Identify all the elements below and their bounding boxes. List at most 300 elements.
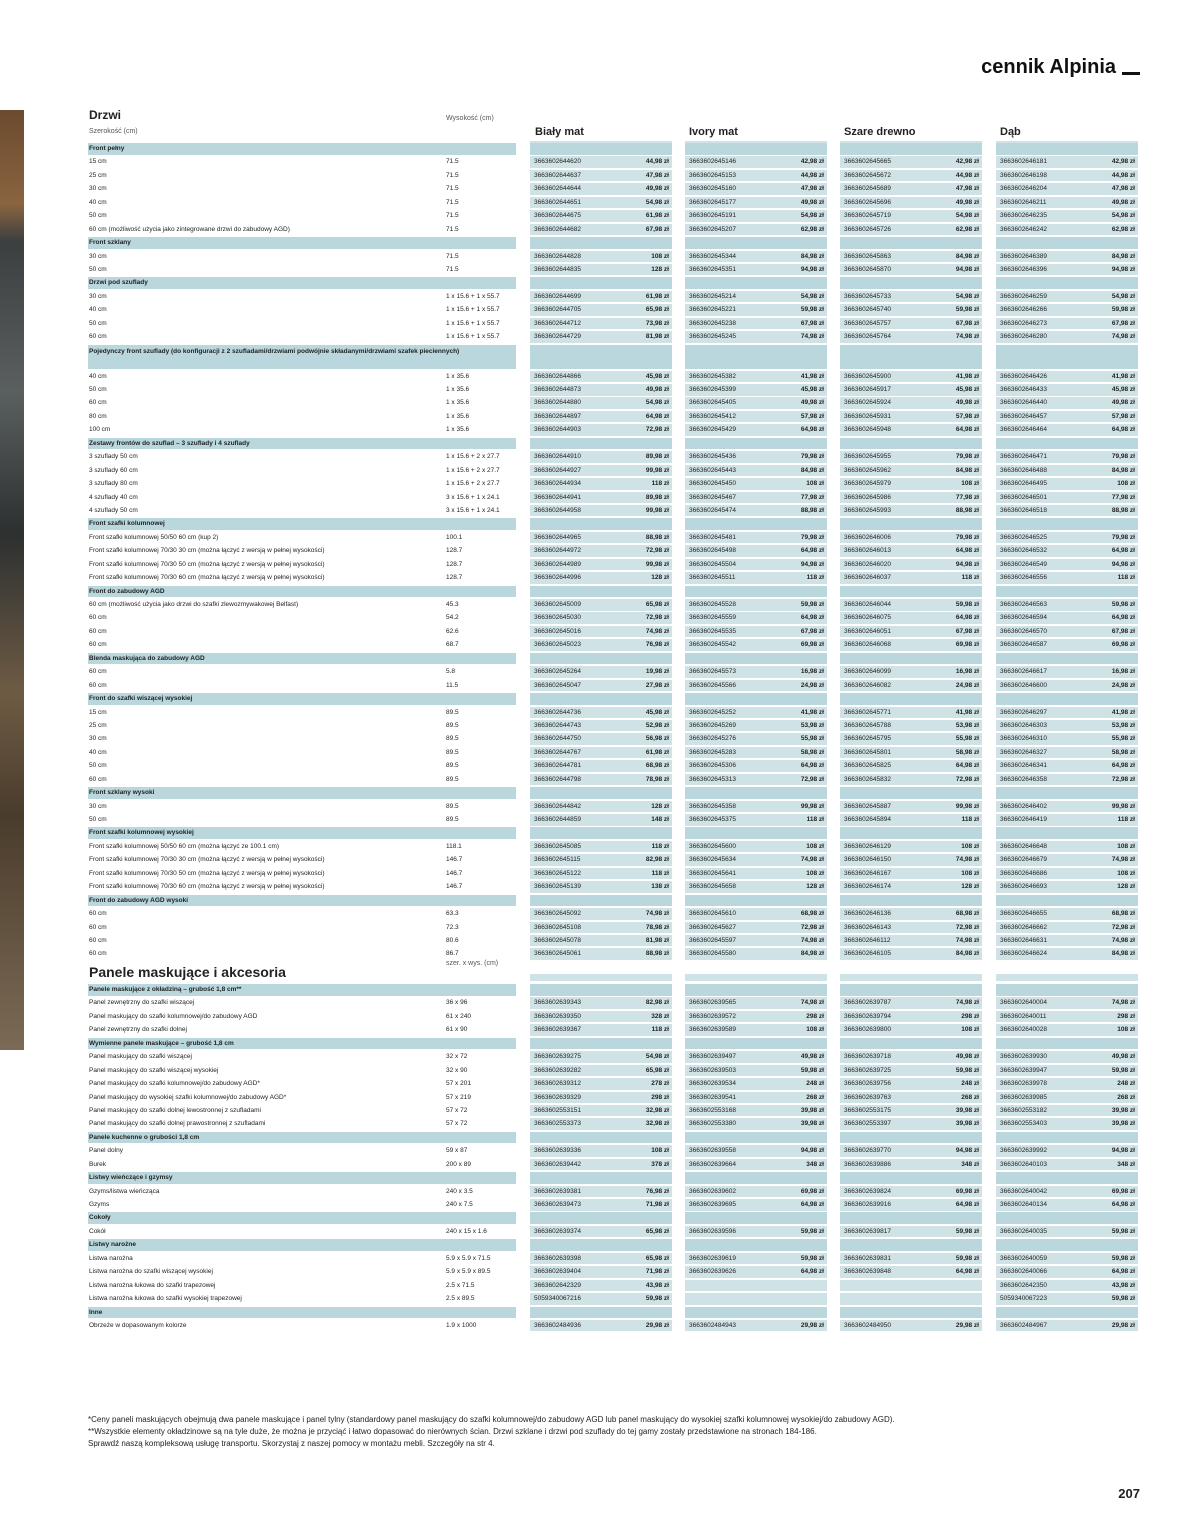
product-code: 3663602646150 (844, 856, 891, 864)
group-shade (840, 237, 982, 249)
group-shade (996, 693, 1138, 705)
product-code: 3663602645658 (689, 883, 736, 891)
price: 108 zł (1117, 869, 1135, 877)
price: 108 zł (806, 480, 824, 488)
price: 41,98 zł (800, 708, 824, 716)
table-row (88, 921, 1138, 934)
product-code: 3663602645900 (844, 372, 891, 380)
price: 94,98 zł (955, 1147, 979, 1155)
product-code: 3663602644910 (534, 453, 581, 461)
item-dimension: 89.5 (446, 721, 459, 729)
group-label: Drzwi pod szuflady (89, 279, 148, 287)
product-code: 3663602645399 (689, 386, 736, 393)
price: 72,98 zł (955, 923, 979, 931)
product-code: 3663602645344 (689, 252, 736, 260)
item-label: 60 cm (89, 923, 107, 931)
product-code: 3663602639589 (689, 1026, 736, 1034)
price: 29,98 zł (800, 1321, 824, 1329)
column-bar (685, 974, 827, 981)
price: 128 zł (1117, 883, 1135, 891)
product-code: 3663602645405 (689, 399, 736, 407)
table-row (88, 1104, 1138, 1117)
product-code: 3663602645689 (844, 185, 891, 193)
item-dimension: 89.5 (446, 748, 459, 756)
price: 59,98 zł (1111, 1227, 1135, 1235)
price: 64,98 zł (1111, 547, 1135, 555)
item-label: Front szafki kolumnowej 70/30 30 cm (można łączyć z wersją w pełnej wysokości) (89, 856, 325, 864)
price: 65,98 zł (645, 601, 669, 608)
product-code: 3663602646549 (1000, 560, 1047, 568)
group-header-row (88, 276, 1138, 289)
group-shade (685, 237, 827, 249)
product-code: 3663602644729 (534, 333, 581, 341)
group-label: Pojedynczy front szuflady (do konfiguracji z 2 szufladami/drzwiami podwójnie składanymi/drzwiami szafek pieciennych) (89, 347, 460, 355)
table-row (88, 947, 1138, 960)
product-code: 3663602646044 (844, 601, 891, 608)
product-code: 3663602646235 (1000, 212, 1047, 220)
table-row (88, 934, 1138, 947)
item-dimension: 45.3 (446, 601, 459, 608)
product-code: 3663602645627 (689, 923, 736, 931)
group-shade (996, 438, 1138, 450)
product-code: 3663602639367 (534, 1026, 581, 1034)
product-code: 3663602645085 (534, 842, 581, 850)
item-label: Panel maskujący do szafki wiszącej (89, 1053, 192, 1061)
item-dimension: 89.5 (446, 816, 459, 823)
price: 41,98 zł (955, 372, 979, 380)
table-row (88, 719, 1138, 732)
item-dimension: 54.2 (446, 614, 459, 622)
product-code: 3663602646679 (1000, 856, 1047, 864)
product-code: 3663602646457 (1000, 412, 1047, 420)
price: 248 zł (806, 1080, 824, 1088)
group-label: Inne (89, 1308, 103, 1316)
price: 41,98 zł (800, 372, 824, 380)
table-row (88, 383, 1138, 396)
price: 59,98 zł (955, 1066, 979, 1074)
price: 79,98 zł (1111, 453, 1135, 461)
product-code: 3663602645474 (689, 506, 736, 514)
item-label: 15 cm (89, 158, 107, 166)
product-code: 3663602553373 (534, 1120, 581, 1128)
price: 99,98 zł (645, 560, 669, 568)
price: 108 zł (651, 252, 669, 260)
table-row (88, 182, 1138, 195)
group-shade (530, 1132, 672, 1144)
item-dimension: 5.9 x 5.9 x 89.5 (446, 1268, 491, 1276)
product-code: 3663602646501 (1000, 493, 1047, 501)
table-row (88, 1185, 1138, 1198)
product-code: 3663602644866 (534, 372, 581, 380)
product-code: 3663602639886 (844, 1160, 891, 1168)
price: 58,98 zł (1111, 748, 1135, 756)
product-code: 3663602645672 (844, 171, 891, 179)
product-code: 3663602645740 (844, 306, 891, 314)
product-code: 3663602646488 (1000, 466, 1047, 474)
price: 94,98 zł (800, 1147, 824, 1155)
product-code: 3663602644880 (534, 399, 581, 407)
product-code: 3663602646204 (1000, 185, 1047, 193)
group-label: Cokoły (89, 1214, 111, 1222)
price: 54,98 zł (1111, 292, 1135, 300)
product-code: 3663602639534 (689, 1080, 736, 1088)
price: 19,98 zł (645, 668, 669, 676)
price: 45,98 zł (1111, 386, 1135, 393)
product-code: 3663602645726 (844, 225, 891, 233)
product-code: 3663602645719 (844, 212, 891, 220)
table-row (88, 1091, 1138, 1104)
product-code: 3663602645788 (844, 721, 891, 729)
price: 64,98 zł (800, 1201, 824, 1208)
product-code: 3663602646266 (1000, 306, 1047, 314)
table-row (88, 531, 1138, 544)
table-row (88, 1158, 1138, 1171)
price: 67,98 zł (800, 627, 824, 635)
price: 53,98 zł (955, 721, 979, 729)
product-code: 3663602640035 (1000, 1227, 1047, 1235)
group-shade (530, 895, 672, 907)
product-code: 3663602645610 (689, 910, 736, 918)
product-code: 3663602644965 (534, 533, 581, 541)
price: 79,98 zł (955, 533, 979, 541)
product-code: 3663602639398 (534, 1254, 581, 1262)
table-row (88, 410, 1138, 423)
product-code: 3663602645832 (844, 775, 891, 783)
price: 84,98 zł (1111, 252, 1135, 260)
table-row (88, 907, 1138, 920)
product-code: 3663602484943 (689, 1321, 736, 1329)
price: 67,98 zł (1111, 319, 1135, 327)
product-code: 3663602639404 (534, 1268, 581, 1276)
item-label: 60 cm (89, 641, 107, 649)
item-dimension: 32 x 72 (446, 1053, 468, 1061)
price: 298 zł (1117, 1012, 1135, 1020)
product-code: 3663602645863 (844, 252, 891, 260)
product-code: 3663602646587 (1000, 641, 1047, 649)
group-header-row (88, 1131, 1138, 1144)
product-code: 3663602645634 (689, 856, 736, 864)
price: 108 zł (806, 869, 824, 877)
price: 61,98 zł (645, 292, 669, 300)
price: 74,98 zł (1111, 333, 1135, 341)
table-row (88, 732, 1138, 745)
item-label: 60 cm (89, 681, 107, 689)
product-code: 3663602639756 (844, 1080, 891, 1088)
item-label: Panel dolny (89, 1147, 123, 1155)
product-code: 3663602644750 (534, 735, 581, 743)
price: 49,98 zł (645, 386, 669, 393)
price: 268 zł (961, 1093, 979, 1101)
item-dimension: 2.5 x 71.5 (446, 1281, 475, 1289)
table-row (88, 1292, 1138, 1305)
product-code: 3663602645115 (534, 856, 581, 864)
table-row (88, 504, 1138, 517)
price: 42,98 zł (800, 158, 824, 166)
item-label: Gzyms/listwa wieńcząca (89, 1187, 160, 1195)
group-shade (685, 827, 827, 839)
price: 248 zł (1117, 1080, 1135, 1088)
price: 59,98 zł (1111, 1254, 1135, 1262)
item-label: Gzyms (89, 1201, 110, 1208)
item-dimension: 71.5 (446, 185, 459, 193)
price: 64,98 zł (800, 762, 824, 770)
product-code: 3663602644835 (534, 265, 581, 273)
item-label: Burek (89, 1160, 106, 1168)
price: 74,98 zł (1111, 936, 1135, 944)
group-shade (840, 586, 982, 598)
item-label: Listwa narożna do szafki wiszącej wysokiej (89, 1268, 213, 1276)
item-dimension: 100.1 (446, 533, 463, 541)
group-label: Front szklany wysoki (89, 789, 155, 797)
price: 108 zł (961, 480, 979, 488)
table-row (88, 250, 1138, 263)
group-shade (996, 895, 1138, 907)
price: 78,98 zł (645, 923, 669, 931)
group-shade (685, 438, 827, 450)
item-dimension: 118.1 (446, 842, 462, 850)
group-label: Front do zabudowy AGD (89, 587, 165, 595)
item-label: Obrzeże w dopasowanym kolorze (89, 1321, 187, 1329)
price: 84,98 zł (955, 252, 979, 260)
price: 84,98 zł (800, 252, 824, 260)
product-code: 3663602645436 (689, 453, 736, 461)
group-shade (996, 1212, 1138, 1224)
item-dimension: 68.7 (446, 641, 459, 649)
table-doors (88, 142, 1138, 961)
price: 39,98 zł (800, 1120, 824, 1128)
item-dimension: 240 x 7.5 (446, 1201, 473, 1208)
price: 108 zł (806, 1026, 824, 1034)
item-dimension: 1 x 35.6 (446, 372, 470, 380)
price: 42,98 zł (955, 158, 979, 166)
price: 268 zł (1117, 1093, 1135, 1101)
product-code: 3663602644941 (534, 493, 581, 501)
price: 64,98 zł (1111, 426, 1135, 434)
price: 67,98 zł (800, 319, 824, 327)
table-row (88, 396, 1138, 409)
product-code: 3663602646402 (1000, 802, 1047, 810)
product-code: 3663602645559 (689, 614, 736, 622)
item-dimension: 89.5 (446, 775, 459, 783)
item-dimension: 240 x 15 x 1.6 (446, 1227, 487, 1235)
price: 94,98 zł (1111, 1147, 1135, 1155)
price: 81,98 zł (645, 333, 669, 341)
product-code: 3663602645264 (534, 668, 581, 676)
price: 128 zł (961, 883, 979, 891)
price: 59,98 zł (800, 1227, 824, 1235)
product-code: 3663602639329 (534, 1093, 581, 1101)
price: 298 zł (806, 1012, 824, 1020)
price: 72,98 zł (1111, 775, 1135, 783)
group-shade (840, 895, 982, 907)
page-number: 207 (1118, 1486, 1140, 1501)
product-code: 3663602645887 (844, 802, 891, 810)
price: 65,98 zł (645, 1227, 669, 1235)
item-dimension: 128.7 (446, 574, 463, 582)
product-code: 3663602646068 (844, 641, 891, 649)
item-dimension: 1 x 15.6 + 2 x 27.7 (446, 480, 500, 488)
product-code: 3663602645542 (689, 641, 736, 649)
product-code: 3663602639374 (534, 1227, 581, 1235)
price: 45,98 zł (800, 386, 824, 393)
group-shade (530, 1212, 672, 1224)
product-code: 3663602646556 (1000, 574, 1047, 582)
item-label: 30 cm (89, 185, 107, 193)
price: 108 zł (961, 842, 979, 850)
product-code: 3663602645993 (844, 506, 891, 514)
price: 64,98 zł (1111, 762, 1135, 770)
product-code: 3663602645238 (689, 319, 736, 327)
product-code: 3663602645306 (689, 762, 736, 770)
product-code: 3663602639503 (689, 1066, 736, 1074)
group-shade (530, 438, 672, 450)
product-code: 3663602640011 (1000, 1012, 1047, 1020)
item-dimension: 1 x 15.6 + 1 x 55.7 (446, 333, 500, 341)
price: 55,98 zł (800, 735, 824, 743)
price: 54,98 zł (645, 399, 669, 407)
product-code: 3663602645986 (844, 493, 891, 501)
price: 77,98 zł (800, 493, 824, 501)
product-code: 3663602645566 (689, 681, 736, 689)
product-code: 3663602645504 (689, 560, 736, 568)
group-shade (840, 143, 982, 155)
price: 71,98 zł (645, 1268, 669, 1276)
item-label: 4 szuflady 40 cm (89, 493, 138, 501)
group-shade (840, 984, 982, 996)
price: 84,98 zł (955, 466, 979, 474)
price: 67,98 zł (955, 627, 979, 635)
product-code: 3663602644798 (534, 775, 581, 783)
price: 128 zł (651, 574, 669, 582)
group-shade (685, 143, 827, 155)
page-header (981, 56, 1140, 79)
product-code: 3663602646563 (1000, 601, 1047, 608)
price: 108 zł (806, 842, 824, 850)
price: 328 zł (651, 1012, 669, 1020)
item-dimension: 5.9 x 5.9 x 71.5 (446, 1254, 491, 1262)
table-panels (88, 983, 1138, 1332)
table-row (88, 1225, 1138, 1238)
item-label: Panel maskujący do wysokiej szafki kolumnowej/do zabudowy AGD* (89, 1093, 287, 1101)
item-label: 100 cm (89, 426, 111, 434)
price: 59,98 zł (1111, 1295, 1135, 1303)
item-label: 50 cm (89, 212, 107, 220)
product-code: 3663602484950 (844, 1321, 891, 1329)
product-code: 3663602645764 (844, 333, 891, 341)
table-row (88, 679, 1138, 692)
table-row (88, 1010, 1138, 1023)
price: 72,98 zł (955, 775, 979, 783)
price: 88,98 zł (645, 533, 669, 541)
group-header-row (88, 1171, 1138, 1184)
product-code: 3663602484936 (534, 1321, 581, 1329)
group-shade (996, 1172, 1138, 1184)
product-code: 3663602646143 (844, 923, 891, 931)
price: 72,98 zł (645, 614, 669, 622)
item-label: 50 cm (89, 816, 107, 823)
product-code: 3663602646051 (844, 627, 891, 635)
table-row (88, 706, 1138, 719)
product-code: 3663602646310 (1000, 735, 1047, 743)
price: 64,98 zł (800, 426, 824, 434)
price: 55,98 zł (1111, 735, 1135, 743)
price: 41,98 zł (1111, 708, 1135, 716)
section-title-drzwi: Drzwi (89, 108, 122, 122)
price: 59,98 zł (955, 1227, 979, 1235)
group-shade (685, 895, 827, 907)
column-bar (840, 974, 982, 981)
price: 72,98 zł (1111, 923, 1135, 931)
product-code: 3663602645894 (844, 816, 891, 823)
item-label: 60 cm (89, 399, 107, 407)
item-label: 3 szuflady 50 cm (89, 453, 138, 461)
group-label: Listwy narożne (89, 1241, 136, 1249)
product-code: 3663602644903 (534, 426, 581, 434)
item-dimension: 1 x 35.6 (446, 399, 470, 407)
product-code: 3663602646174 (844, 883, 891, 891)
price: 79,98 zł (800, 533, 824, 541)
table-row (88, 1117, 1138, 1130)
item-dimension: 71.5 (446, 171, 459, 179)
item-label: 50 cm (89, 762, 107, 770)
footnotes (88, 1414, 1168, 1450)
item-dimension: 71.5 (446, 212, 459, 220)
product-code: 3663602646624 (1000, 950, 1047, 958)
product-code: 3663602645573 (689, 668, 736, 676)
price: 94,98 zł (1111, 265, 1135, 273)
group-label: Front szafki kolumnowej wysokiej (89, 829, 194, 837)
item-label: 60 cm (możliwość użycia jako drzwi do szafki zlewozmywakowej Belfast) (89, 601, 299, 608)
product-code: 3663602645122 (534, 869, 581, 877)
group-shade (530, 827, 672, 839)
price: 29,98 zł (955, 1321, 979, 1329)
product-code: 3663602646358 (1000, 775, 1047, 783)
price: 49,98 zł (800, 198, 824, 206)
cell-shade (840, 1293, 982, 1305)
table-row (88, 746, 1138, 759)
header-dash (1122, 72, 1140, 75)
product-code: 3663602644842 (534, 802, 581, 810)
item-dimension: 89.5 (446, 802, 459, 810)
price: 47,98 zł (800, 185, 824, 193)
group-shade (530, 1239, 672, 1251)
price: 47,98 zł (1111, 185, 1135, 193)
price: 378 zł (651, 1160, 669, 1168)
product-code: 3663602646259 (1000, 292, 1047, 300)
group-shade (840, 518, 982, 530)
price: 99,98 zł (800, 802, 824, 810)
item-label: Front szafki kolumnowej 70/30 60 cm (można łączyć z wersją w pełnej wysokości) (89, 883, 325, 891)
group-shade (996, 143, 1138, 155)
table-row (88, 1265, 1138, 1278)
item-dimension: 63.3 (446, 910, 459, 918)
group-shade (840, 345, 982, 369)
price: 99,98 zł (1111, 802, 1135, 810)
product-code: 3663602645177 (689, 198, 736, 206)
table-row (88, 450, 1138, 463)
price: 64,98 zł (800, 614, 824, 622)
group-label: Front szafki kolumnowej (89, 520, 165, 528)
price: 88,98 zł (645, 950, 669, 958)
price: 72,98 zł (645, 426, 669, 434)
group-label: Wymienne panele maskujące – grubość 1,8 cm (89, 1039, 234, 1047)
product-code: 3663602645221 (689, 306, 736, 314)
price: 74,98 zł (955, 999, 979, 1007)
price: 94,98 zł (800, 265, 824, 273)
product-code: 3663602553151 (534, 1106, 581, 1114)
product-code: 3663602644699 (534, 292, 581, 300)
price: 45,98 zł (645, 372, 669, 380)
